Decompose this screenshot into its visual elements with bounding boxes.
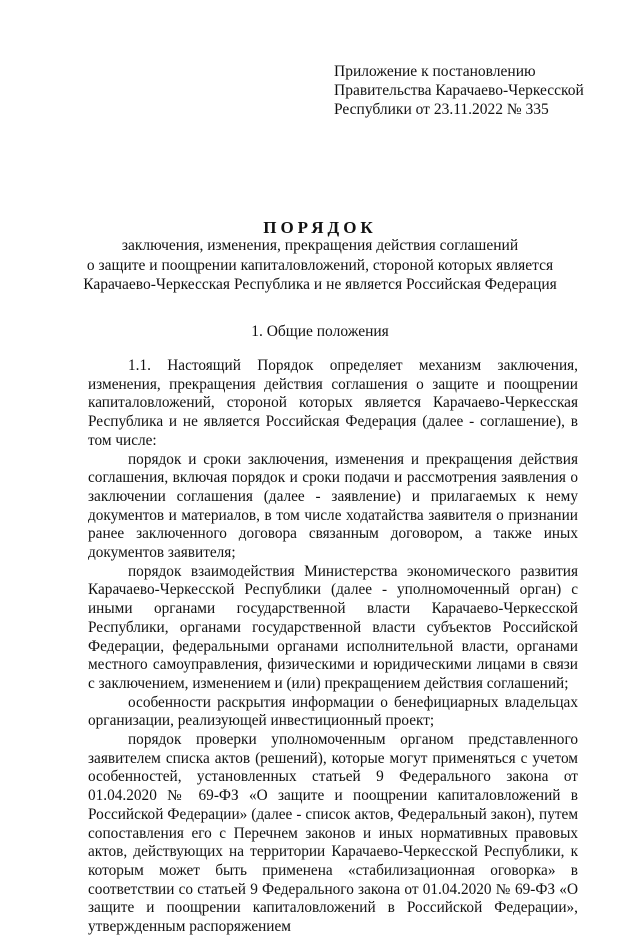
paragraph: особенности раскрытия информации о бенефициарных владельцах организации, реализующей инвестиционный проект; xyxy=(88,693,578,730)
approval-line-2: Правительства Карачаево-Черкесской xyxy=(334,82,584,99)
document-title: ПОРЯДОК xyxy=(263,218,377,237)
subtitle-line-1: заключения, изменения, прекращения действия соглашений xyxy=(121,237,519,254)
approval-line-3: Республики от 23.11.2022 № 335 xyxy=(334,101,549,118)
approval-stamp xyxy=(334,62,624,119)
document-subtitle xyxy=(60,236,580,295)
approval-line-1: Приложение к постановлению xyxy=(334,63,536,80)
body-text xyxy=(88,357,578,937)
paragraph: порядок проверки уполномоченным органом представленного заявителем списка актов (решений), которые могут применяться с учетом особенностей, установленных статьей 9 Федерального закона от 01.04.2020 № 69-ФЗ «О защите и поощрении капиталовложений в Российской Федерации» (далее - список актов, Федеральный закон), путем сопоставления его с Перечнем законов и иных нормативных правовых актов, действующих на территории Карачаево-Черкесской Республики, к которым может быть применена «стабилизационная оговорка» в соответствии со статьей 9 Федерального закона от 01.04.2020 № 69-ФЗ «О защите и поощрении капиталовложений в Российской Федерации», утвержденным распоряжением xyxy=(88,731,578,936)
paragraph: порядок и сроки заключения, изменения и прекращения действия соглашения, включая порядок и сроки подачи и рассмотрения заявления о заключении соглашения (далее - заявление) и прилагаемых к нему документов и материалов, в том числе ходатайства заявителя о признании ранее заключенного договора связанным договором, а также иных документов заявителя; xyxy=(88,450,578,562)
section-heading: 1. Общие положения xyxy=(251,323,389,340)
subtitle-line-3: Карачаево-Черкесская Республика и не является Российская Федерация xyxy=(83,276,557,293)
paragraph: 1.1. Настоящий Порядок определяет механизм заключения, изменения, прекращения действия соглашения о защите и поощрении капиталовложений, стороной которых является Карачаево-Черкесская Республика и не является Российская Федерация (далее - соглашение), в том числе: xyxy=(88,357,578,449)
subtitle-line-2: о защите и поощрении капиталовложений, стороной которых является xyxy=(86,256,554,274)
paragraph: порядок взаимодействия Министерства экономического развития Карачаево-Черкесской Республики (далее - уполномоченный орган) с иными органами государственной власти Карачаево-Черкесской Республики, органами государственной власти субъектов Российской Федерации, федеральными органами исполнительной власти, органами местного самоуправления, физическими и юридическими лицами в связи с заключением, изменением и (или) прекращением действия соглашений; xyxy=(88,562,578,692)
